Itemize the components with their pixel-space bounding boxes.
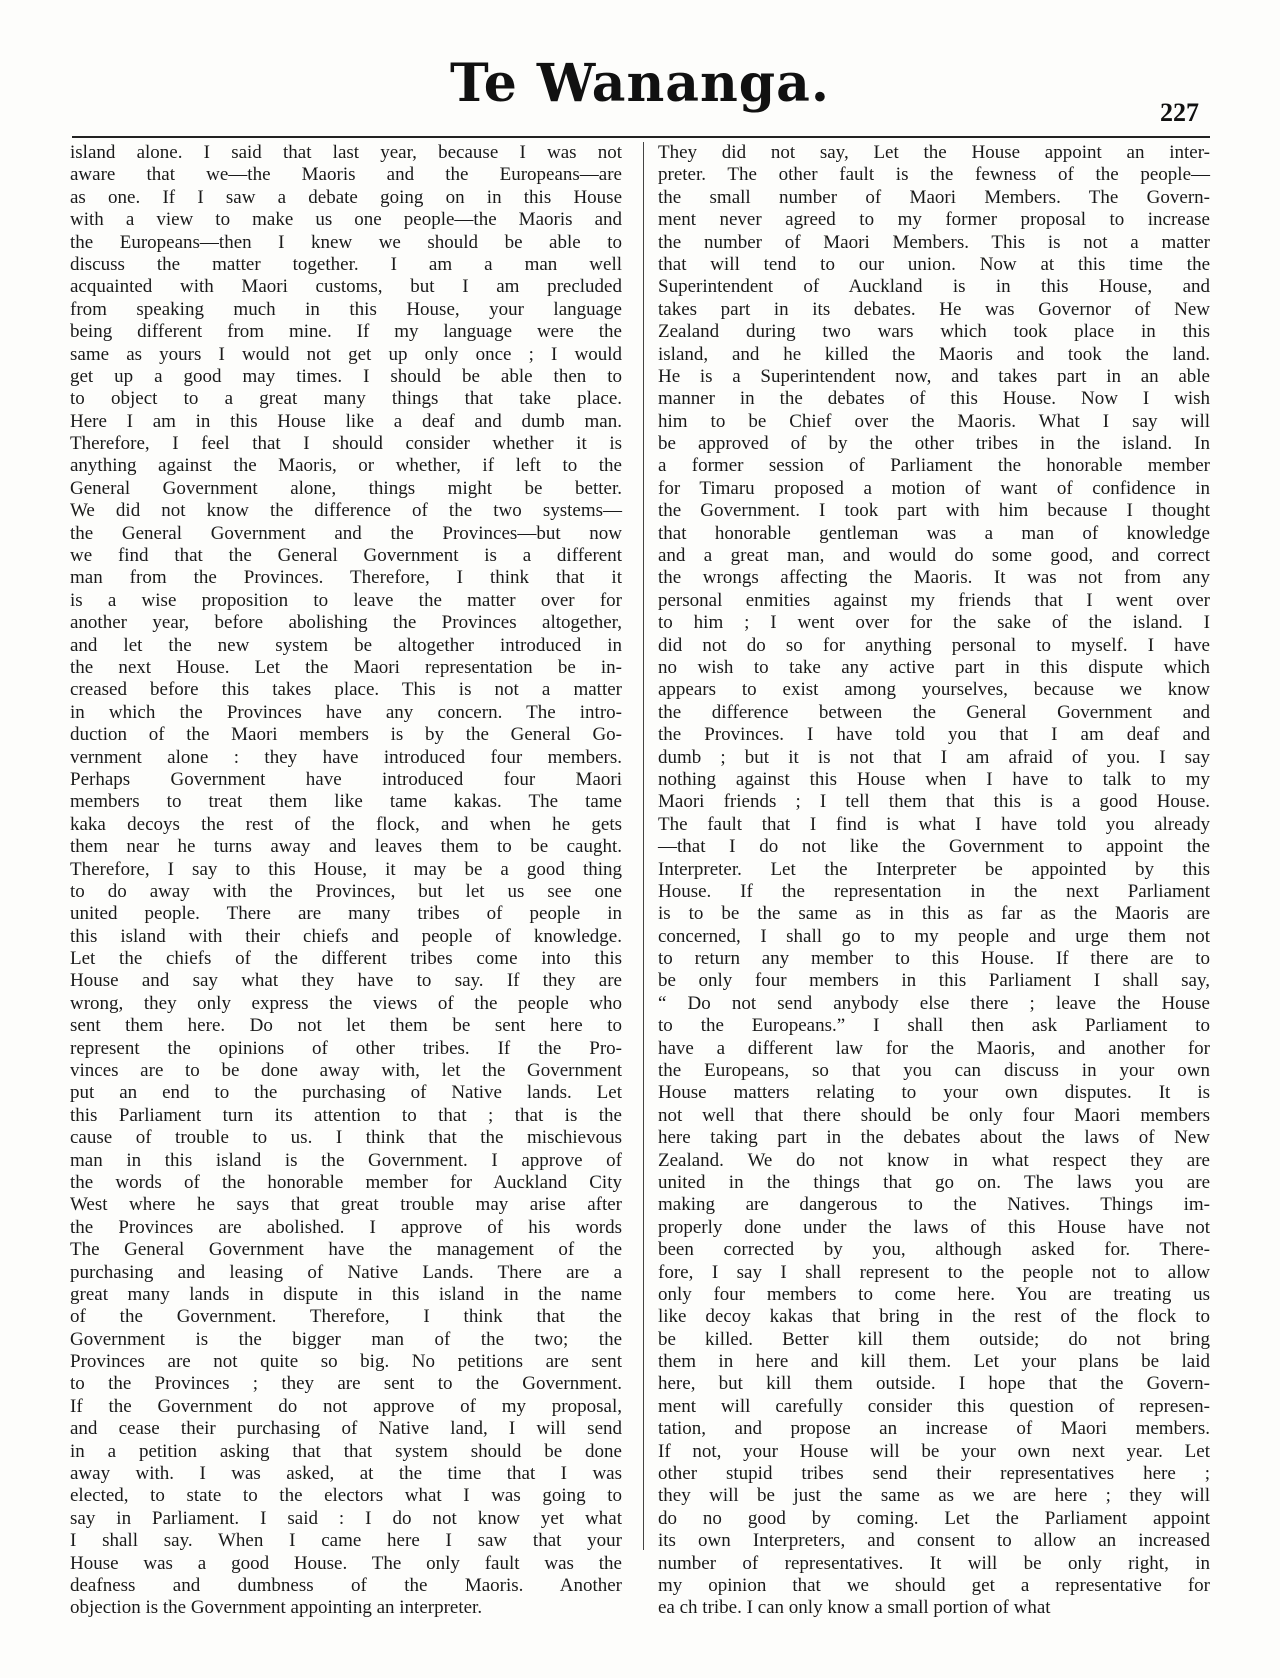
text-line: them in here and kill them. Let your plans be laid	[658, 1351, 1210, 1373]
text-line: manner in the debates of this House. Now I wish	[658, 388, 1210, 410]
text-line: purchasing and leasing of Native Lands. There are a	[70, 1261, 622, 1283]
left-column	[70, 142, 622, 1619]
text-line: If not, your House will be your own next year. Let	[658, 1440, 1210, 1462]
text-line: the small number of Maori Members. The Govern-	[658, 186, 1210, 208]
text-line: Therefore, I say to this House, it may be a good thing	[70, 858, 622, 880]
text-line: Therefore, I feel that I should consider whether it is	[70, 433, 622, 455]
text-line: House. If the representation in the next Parliament	[658, 880, 1210, 902]
text-line: as one. If I saw a debate going on in this House	[70, 186, 622, 208]
text-line: did not do so for anything personal to myself. I have	[658, 634, 1210, 656]
text-line: Superintendent of Auckland is in this House, and	[658, 276, 1210, 298]
text-line: get up a good may times. I should be able then to	[70, 365, 622, 387]
text-line: in a petition asking that that system should be done	[70, 1440, 622, 1462]
text-line: objection is the Government appointing an interpreter.	[70, 1597, 483, 1619]
text-line: is to be the same as in this as far as the Maoris are	[658, 903, 1210, 925]
text-line: and let the new system be altogether introduced in	[70, 634, 622, 656]
text-line: The General Government have the management of the	[70, 1239, 622, 1261]
text-line: only four members to come here. You are treating us	[658, 1283, 1210, 1305]
text-line: do no good by coming. Let the Parliament appoint	[658, 1507, 1210, 1529]
text-line: and a great man, and would do some good, and correct	[658, 545, 1210, 567]
text-line: —that I do not like the Government to appoint the	[658, 836, 1210, 858]
text-line: away with. I was asked, at the time that I was	[70, 1463, 622, 1485]
text-line: man from the Provinces. Therefore, I think that it	[70, 567, 622, 589]
text-line: House matters relating to your own disputes. It is	[658, 1082, 1210, 1104]
text-line: ment never agreed to my former proposal to increase	[658, 209, 1210, 231]
text-line: properly done under the laws of this House have not	[658, 1216, 1210, 1238]
text-line: to return any member to this House. If there are to	[658, 948, 1210, 970]
text-line: the Europeans—then I knew we should be able to	[70, 231, 622, 253]
text-line: ment will carefully consider this question of represen-	[658, 1395, 1210, 1417]
text-line: united in the things that go on. The laws you are	[658, 1171, 1210, 1193]
text-line: them near he turns away and leaves them to be caught.	[70, 836, 622, 858]
text-line: House was a good House. The only fault was the	[70, 1552, 622, 1574]
text-line: same as yours I would not get up only once ; I would	[70, 343, 622, 365]
text-line: a former session of Parliament the honorable member	[658, 455, 1210, 477]
text-line: ea ch tribe. I can only know a small portion of what	[658, 1597, 1051, 1619]
text-line: Perhaps Government have introduced four Maori	[70, 768, 622, 790]
text-line: They did not say, Let the House appoint an inter-	[658, 142, 1210, 163]
text-line: no wish to take any active part in this dispute which	[658, 656, 1210, 678]
text-line: of the Government. Therefore, I think that the	[70, 1306, 622, 1328]
text-line: If the Government do not approve of my proposal,	[70, 1395, 622, 1417]
text-line: not well that there should be only four Maori members	[658, 1104, 1210, 1126]
text-line: the Europeans, so that you can discuss in your own	[658, 1060, 1210, 1082]
text-line: deafness and dumbness of the Maoris. Another	[70, 1575, 622, 1596]
text-line: vinces are to be done away with, let the Government	[70, 1060, 622, 1082]
text-line: anything against the Maoris, or whether, if left to the	[70, 455, 622, 477]
text-line: this island with their chiefs and people of knowledge.	[70, 925, 622, 947]
text-line: to do away with the Provinces, but let us see one	[70, 880, 622, 902]
text-line: represent the opinions of other tribes. If the Pro-	[70, 1037, 622, 1059]
text-line: Provinces are not quite so big. No petitions are sent	[70, 1351, 622, 1373]
text-line: the difference between the General Government and	[658, 701, 1210, 723]
right-column	[658, 142, 1210, 1619]
text-line: great many lands in dispute in this island in the name	[70, 1283, 622, 1305]
text-line: discuss the matter together. I am a man well	[70, 253, 622, 275]
text-line: to him ; I went over for the sake of the island. I	[658, 612, 1210, 634]
text-line: been corrected by you, although asked for. There-	[658, 1239, 1210, 1261]
text-line: “ Do not send anybody else there ; leave the House	[658, 992, 1210, 1014]
text-line: duction of the Maori members is by the General Go-	[70, 724, 622, 746]
text-line: Zealand during two wars which took place in this	[658, 321, 1210, 343]
column-divider	[643, 142, 644, 1550]
text-line: to the Provinces ; they are sent to the Government.	[70, 1373, 622, 1395]
text-line: the Government. I took part with him because I thought	[658, 500, 1210, 522]
text-line: Zealand. We do not know in what respect they are	[658, 1149, 1210, 1171]
text-line: be only four members in this Parliament I shall say,	[658, 970, 1210, 992]
text-line: the words of the honorable member for Auckland City	[70, 1171, 622, 1193]
text-line: here taking part in the debates about the laws of New	[658, 1127, 1210, 1149]
text-line: elected, to state to the electors what I was going to	[70, 1485, 622, 1507]
text-line: dumb ; but it is not that I am afraid of you. I say	[658, 746, 1210, 768]
text-line: put an end to the purchasing of Native lands. Let	[70, 1082, 622, 1104]
text-line: we find that the General Government is a different	[70, 545, 622, 567]
text-line: Here I am in this House like a deaf and dumb man.	[70, 410, 622, 432]
text-line: him to be Chief over the Maoris. What I say will	[658, 410, 1210, 432]
text-line: sent them here. Do not let them be sent here to	[70, 1015, 622, 1037]
text-line: tation, and propose an increase of Maori members.	[658, 1418, 1210, 1440]
text-line: being different from mine. If my language were the	[70, 321, 622, 343]
text-line: for Timaru proposed a motion of want of confidence in	[658, 477, 1210, 499]
text-line: its own Interpreters, and consent to allow an increased	[658, 1530, 1210, 1552]
text-line: with a view to make us one people—the Maoris and	[70, 209, 622, 231]
text-line: General Government alone, things might be better.	[70, 477, 622, 499]
text-line: preter. The other fault is the fewness of the people—	[658, 164, 1210, 186]
text-line: to object to a great many things that take place.	[70, 388, 622, 410]
text-line: takes part in its debates. He was Governor of New	[658, 298, 1210, 320]
masthead: Te Wananga.	[450, 53, 830, 114]
text-line: another year, before abolishing the Provinces altogether,	[70, 612, 622, 634]
text-line: vernment alone : they have introduced four members.	[70, 746, 622, 768]
page-number: 227	[1160, 98, 1199, 127]
text-line: united people. There are many tribes of people in	[70, 903, 622, 925]
text-line: making are dangerous to the Natives. Things im-	[658, 1194, 1210, 1216]
text-line: be killed. Better kill them outside; do not bring	[658, 1328, 1210, 1350]
text-line: The fault that I find is what I have told you already	[658, 813, 1210, 835]
text-line: He is a Superintendent now, and takes part in an able	[658, 365, 1210, 387]
text-line: creased before this takes place. This is not a matter	[70, 679, 622, 701]
text-line: this Parliament turn its attention to that ; that is the	[70, 1104, 622, 1126]
text-line: wrong, they only express the views of the people who	[70, 992, 622, 1014]
header-rule	[72, 136, 1210, 138]
text-line: other stupid tribes send their representatives here ;	[658, 1463, 1210, 1485]
text-line: the Provinces are abolished. I approve of his words	[70, 1216, 622, 1238]
text-line: aware that we—the Maoris and the Europeans—are	[70, 164, 622, 186]
text-line: Interpreter. Let the Interpreter be appointed by this	[658, 858, 1210, 880]
text-line: Maori friends ; I tell them that this is a good House.	[658, 791, 1210, 813]
text-line: fore, I say I shall represent to the people not to allow	[658, 1261, 1210, 1283]
text-line: members to treat them like tame kakas. The tame	[70, 791, 622, 813]
text-line: be approved of by the other tribes in the island. In	[658, 433, 1210, 455]
text-line: have a different law for the Maoris, and another for	[658, 1037, 1210, 1059]
text-line: personal enmities against my friends that I went over	[658, 589, 1210, 611]
text-line: from speaking much in this House, your language	[70, 298, 622, 320]
text-line: and cease their purchasing of Native land, I will send	[70, 1418, 622, 1440]
text-line: in which the Provinces have any concern. The intro-	[70, 701, 622, 723]
text-line: concerned, I shall go to my people and urge them not	[658, 925, 1210, 947]
text-line: the wrongs affecting the Maoris. It was not from any	[658, 567, 1210, 589]
text-line: here, but kill them outside. I hope that the Govern-	[658, 1373, 1210, 1395]
text-line: the number of Maori Members. This is not a matter	[658, 231, 1210, 253]
text-line: island, and he killed the Maoris and took the land.	[658, 343, 1210, 365]
text-line: is a wise proposition to leave the matter over for	[70, 589, 622, 611]
text-line: Government is the bigger man of the two; the	[70, 1328, 622, 1350]
text-line: We did not know the difference of the two systems—	[70, 500, 622, 522]
text-line: the next House. Let the Maori representation be in-	[70, 656, 622, 678]
text-line: they will be just the same as we are here ; they will	[658, 1485, 1210, 1507]
text-line: man in this island is the Government. I approve of	[70, 1149, 622, 1171]
text-line: West where he says that great trouble may arise after	[70, 1194, 622, 1216]
text-line: island alone. I said that last year, because I was not	[70, 142, 622, 163]
text-line: that honorable gentleman was a man of knowledge	[658, 522, 1210, 544]
text-line: kaka decoys the rest of the flock, and when he gets	[70, 813, 622, 835]
text-line: Let the chiefs of the different tribes come into this	[70, 948, 622, 970]
text-line: to the Europeans.” I shall then ask Parliament to	[658, 1015, 1210, 1037]
text-line: cause of trouble to us. I think that the mischievous	[70, 1127, 622, 1149]
text-line: my opinion that we should get a representative for	[658, 1575, 1210, 1596]
text-line: acquainted with Maori customs, but I am precluded	[70, 276, 622, 298]
text-line: nothing against this House when I have to talk to my	[658, 768, 1210, 790]
text-line: the General Government and the Provinces—but now	[70, 522, 622, 544]
text-line: say in Parliament. I said : I do not know yet what	[70, 1507, 622, 1529]
text-line: the Provinces. I have told you that I am deaf and	[658, 724, 1210, 746]
text-line: appears to exist among yourselves, because we know	[658, 679, 1210, 701]
text-line: House and say what they have to say. If they are	[70, 970, 622, 992]
text-line: number of representatives. It will be only right, in	[658, 1552, 1210, 1574]
text-line: like decoy kakas that bring in the rest of the flock to	[658, 1306, 1210, 1328]
text-line: I shall say. When I came here I saw that your	[70, 1530, 622, 1552]
text-line: that will tend to our union. Now at this time the	[658, 253, 1210, 275]
